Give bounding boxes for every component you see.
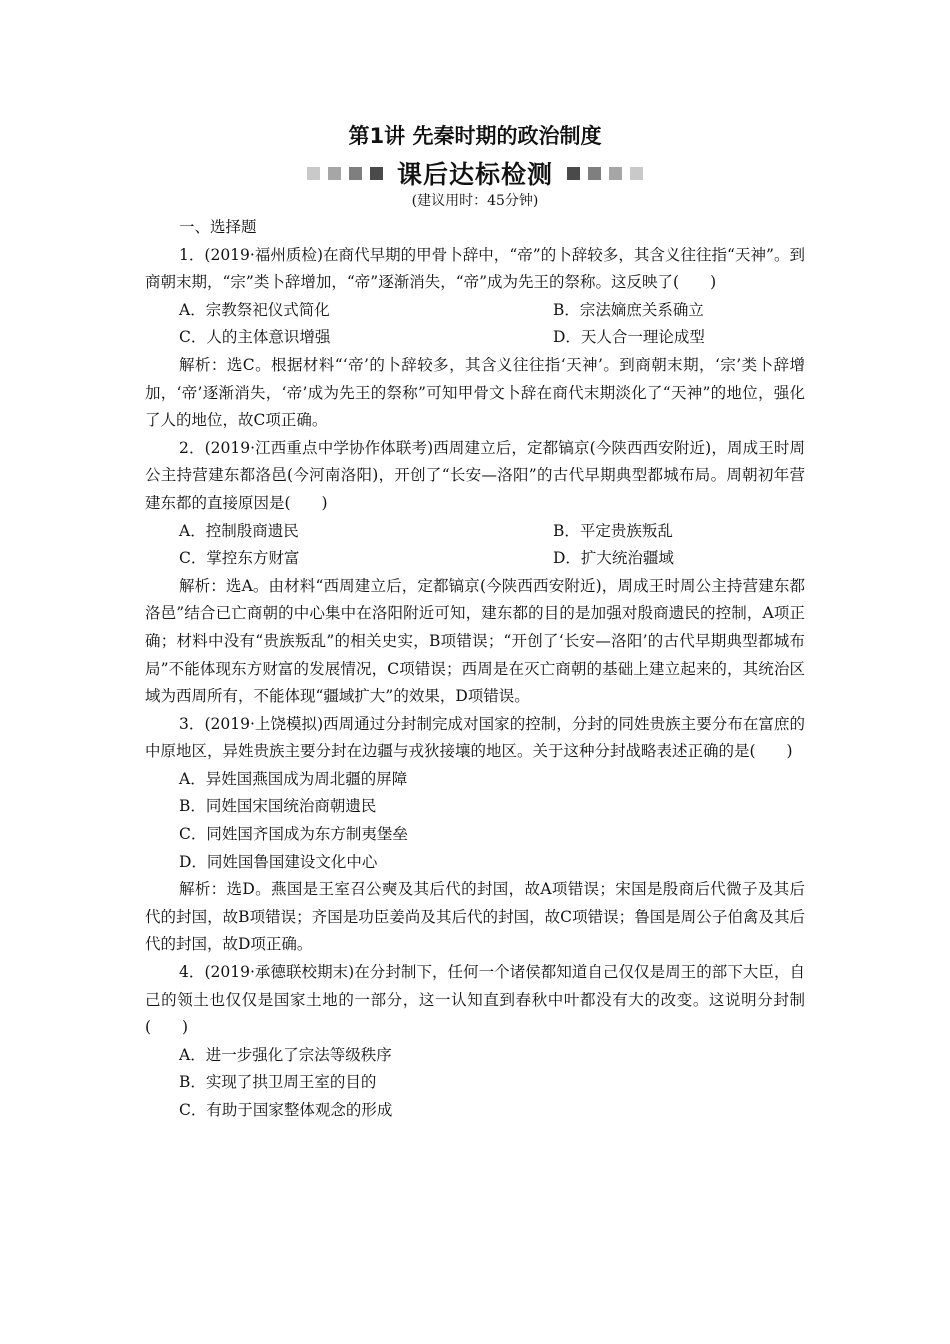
option: D．扩大统治疆域 [553, 549, 674, 568]
answer-analysis: 解析：选C。根据材料“‘帝’的卜辞较多，其含义往往指‘天神’。到商朝末期，‘宗’类卜辞增加，‘帝’逐渐消失，‘帝’成为先王的祭称”可知甲骨文卜辞在商代末期淡化了“天神”的地位，强化了人的地位，故C项正确。 [145, 355, 805, 430]
option: C．有助于国家整体观念的形成 [179, 1101, 393, 1119]
option: D．天人合一理论成型 [553, 328, 705, 347]
option: C．掌控东方财富 [179, 549, 300, 568]
banner-square [370, 167, 383, 180]
banner-square [609, 167, 622, 180]
banner-title: 课后达标检测 [396, 160, 553, 189]
option: A．异姓国燕国成为周北疆的屏障 [179, 769, 408, 788]
section-banner [0, 156, 950, 190]
answer-analysis: 解析：选D。燕国是王室召公奭及其后代的封国，故A项错误；宋国是殷商后代微子及其后代的封国，故B项错误；齐国是功臣姜尚及其后代的封国，故C项错误；鲁国是周公子伯禽及其后代的封国，故D项正确。 [145, 880, 805, 954]
option: A．宗教祭祀仪式简化 [179, 300, 330, 319]
option: A．控制殷商遗民 [179, 521, 299, 540]
banner-square [349, 167, 362, 180]
option: B．平定贵族叛乱 [553, 521, 673, 540]
option-row [145, 518, 805, 546]
question-stem: 2．(2019·江西重点中学协作体联考)西周建立后，定都镐京(今陕西西安附近)，周成王时周公主持营建东都洛邑(今河南洛阳)，开创了“长安—洛阳”的古代早期典型都城布局。周朝初年营建东都的直接原因是( ) [145, 438, 805, 512]
answer-analysis: 解析：选A。由材料“西周建立后，定都镐京(今陕西西安附近)，周成王时周公主持营建东都洛邑”结合已亡商朝的中心集中在洛阳附近可知，建东都的目的是加强对殷商遗民的控制，A项正确；材料中没有“贵族叛乱”的相关史实，B项错误；“开创了‘长安—洛阳’的古代早期典型都城布局”不能体现东方财富的发展情况，C项错误；西周是在灭亡商朝的基础上建立起来的，其统治区域为西周所有，不能体现“疆域扩大”的效果，D项错误。 [145, 576, 805, 706]
banner-square [328, 167, 341, 180]
section-heading: 一、选择题 [179, 218, 257, 236]
suggested-time: (建议用时：45分钟) [411, 193, 539, 209]
option: C．人的主体意识增强 [179, 328, 331, 347]
lesson-title: 第1讲 先秦时期的政治制度 [348, 124, 602, 148]
option: B．实现了拱卫周王室的目的 [179, 1073, 377, 1092]
option: C．同姓国齐国成为东方制夷堡垒 [179, 825, 408, 844]
option: B．同姓国宋国统治商朝遗民 [179, 797, 377, 816]
option: A．进一步强化了宗法等级秩序 [179, 1045, 392, 1064]
option-row [145, 545, 805, 573]
banner-square [567, 167, 580, 180]
banner-square [307, 167, 320, 180]
option-row [145, 324, 805, 352]
question-stem: 1．(2019·福州质检)在商代早期的甲骨卜辞中，“帝”的卜辞较多，其含义往往指“天神”。到商朝末期，“宗”类卜辞增加，“帝”逐渐消失，“帝”成为先王的祭称。这反映了( ) [145, 245, 805, 292]
question-stem: 4．(2019·承德联校期末)在分封制下，任何一个诸侯都知道自己仅仅是周王的部下大臣，自己的领土也仅仅是国家土地的一部分，这一认知直到春秋中叶都没有大的改变。这说明分封制( ) [145, 963, 805, 1037]
option-row [145, 297, 805, 325]
option: D．同姓国鲁国建设文化中心 [179, 852, 378, 871]
banner-square [630, 167, 643, 180]
question-list [145, 214, 805, 1125]
question-stem: 3．(2019·上饶模拟)西周通过分封制完成对国家的控制，分封的同姓贵族主要分布在富庶的中原地区，异姓贵族主要分封在边疆与戎狄接壤的地区。关于这种分封战略表述正确的是( ) [145, 714, 805, 761]
option: B．宗法嫡庶关系确立 [553, 300, 704, 319]
banner-square [588, 167, 601, 180]
